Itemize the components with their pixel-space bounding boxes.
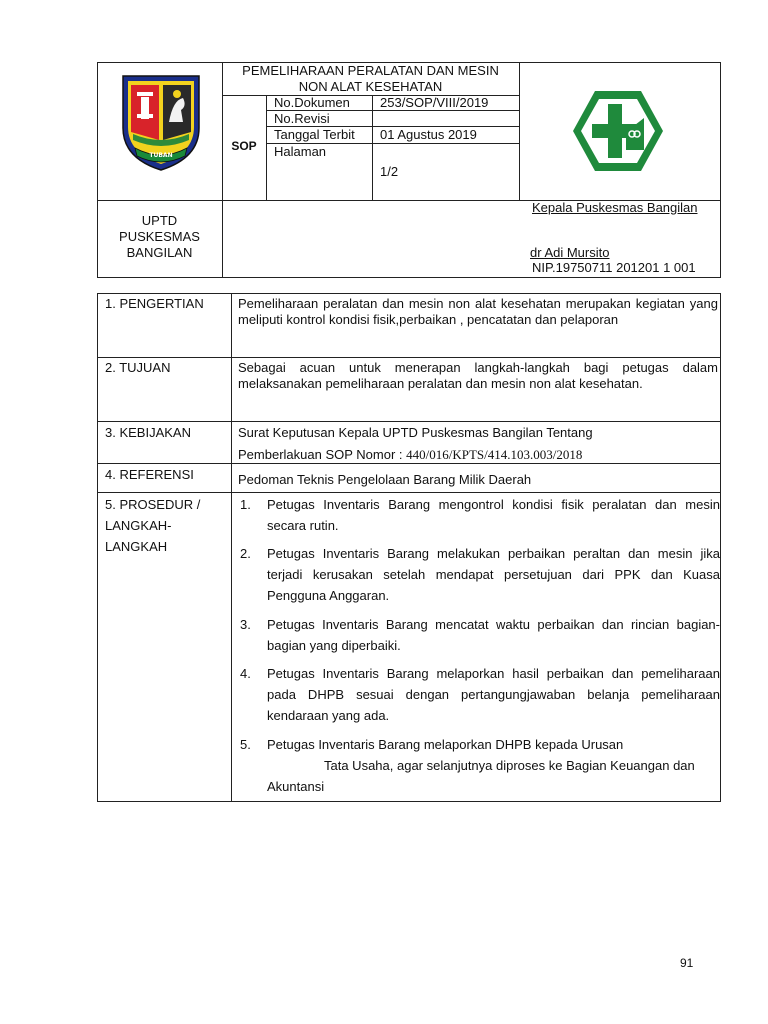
sop-title-line: NON ALAT KESEHATAN bbox=[298, 79, 443, 94]
meta-label-no-revisi: No.Revisi bbox=[274, 111, 330, 126]
signer-name: dr Adi Mursito bbox=[530, 245, 610, 260]
signer-nip: NIP.19750711 201201 1 001 bbox=[532, 260, 696, 275]
org-name-line: UPTD bbox=[141, 213, 178, 228]
content-divider bbox=[97, 421, 721, 422]
step-text: Petugas Inventaris Barang melaporkan hasil perbaikan dan pemeliharaan pada DHPB sesuai dengan pertangungjawaban belanja pemeliharaan kendaraan yang ada. bbox=[267, 666, 720, 723]
emblem-ribbon-text: TUBAN bbox=[149, 152, 173, 159]
section-label-tujuan: 2. TUJUAN bbox=[105, 360, 171, 375]
puskesmas-logo-icon bbox=[570, 88, 666, 174]
step-text: Petugas Inventaris Barang mengontrol kondisi fisik peralatan dan mesin secara rutin. bbox=[267, 497, 720, 533]
step-text: Petugas Inventaris Barang melakukan perbaikan peraltan dan mesin jika terjadi kerusakan setelah mendapat persetujuan dari PPK dan Kuasa Pengguna Anggaran. bbox=[267, 546, 720, 603]
meta-value-tanggal-terbit: 01 Agustus 2019 bbox=[380, 127, 477, 142]
sop-title-line: PEMELIHARAAN PERALATAN DAN MESIN bbox=[242, 63, 499, 78]
step-number: 5. bbox=[240, 737, 251, 752]
procedure-step bbox=[240, 663, 720, 726]
step-number: 3. bbox=[240, 617, 251, 632]
section-text-pengertian: Pemeliharaan peralatan dan mesin non alat kesehatan merupakan kegiatan yang meliputi kontrol kondisi fisik,perbaikan , pencatatan dan pelaporan bbox=[238, 296, 718, 327]
org-name bbox=[97, 213, 222, 261]
nomor-prefix: Pemberlakuan SOP Nomor : bbox=[238, 447, 407, 462]
sop-title bbox=[222, 63, 519, 95]
section-label-referensi: 4. REFERENSI bbox=[105, 467, 194, 482]
step-text-continuation: Akuntansi bbox=[267, 779, 325, 794]
meta-label-halaman: Halaman bbox=[274, 144, 327, 159]
step-text-continuation: Tata Usaha, agar selanjutnya diproses ke Bagian Keuangan dan bbox=[324, 758, 695, 773]
procedure-step bbox=[240, 734, 720, 797]
nomor-value: 440/016/KPTS/414.103.003/2018 bbox=[406, 447, 583, 462]
prosedur-label-line: LANGKAH bbox=[105, 539, 168, 554]
section-text-kebijakan-nomor bbox=[238, 447, 718, 463]
content-divider bbox=[97, 492, 721, 493]
org-name-line: PUSKESMAS bbox=[119, 229, 200, 244]
step-text: Petugas Inventaris Barang mencatat waktu perbaikan dan rincian bagian-bagian yang diperbaiki. bbox=[267, 617, 720, 653]
content-divider bbox=[97, 463, 721, 464]
page-number: 91 bbox=[680, 956, 694, 970]
content-divider bbox=[231, 293, 232, 802]
meta-value-halaman: 1/2 bbox=[380, 164, 399, 179]
meta-label-no-dokumen: No.Dokumen bbox=[274, 95, 350, 110]
regency-emblem-icon bbox=[117, 70, 205, 174]
signer-title: Kepala Puskesmas Bangilan bbox=[532, 200, 698, 215]
procedure-step bbox=[240, 494, 720, 536]
section-text-kebijakan: Surat Keputusan Kepala UPTD Puskesmas Bangilan Tentang bbox=[238, 425, 593, 440]
content-divider bbox=[97, 357, 721, 358]
section-label-pengertian: 1. PENGERTIAN bbox=[105, 296, 204, 311]
step-number: 4. bbox=[240, 666, 251, 681]
section-label-kebijakan: 3. KEBIJAKAN bbox=[105, 425, 191, 440]
section-label-prosedur bbox=[105, 494, 200, 557]
prosedur-label-line: LANGKAH- bbox=[105, 518, 172, 533]
section-text-tujuan: Sebagai acuan untuk menerapan langkah-langkah bagi petugas dalam melaksanakan pemeliharaan peralatan dan mesin non alat kesehatan. bbox=[238, 360, 718, 391]
step-text: Petugas Inventaris Barang melaporkan DHPB kepada Urusan bbox=[267, 737, 624, 752]
prosedur-label-line: 5. PROSEDUR / bbox=[105, 497, 201, 512]
step-number: 2. bbox=[240, 546, 251, 561]
section-text-referensi: Pedoman Teknis Pengelolaan Barang Milik Daerah bbox=[238, 472, 532, 487]
meta-value-no-dokumen: 253/SOP/VIII/2019 bbox=[380, 95, 489, 110]
sop-label: SOP bbox=[231, 139, 257, 153]
procedure-step bbox=[240, 614, 720, 656]
org-name-line: BANGILAN bbox=[126, 245, 193, 260]
meta-label-tanggal-terbit: Tanggal Terbit bbox=[274, 127, 355, 142]
header-divider bbox=[519, 62, 520, 200]
step-number: 1. bbox=[240, 497, 251, 512]
procedure-step bbox=[240, 543, 720, 606]
